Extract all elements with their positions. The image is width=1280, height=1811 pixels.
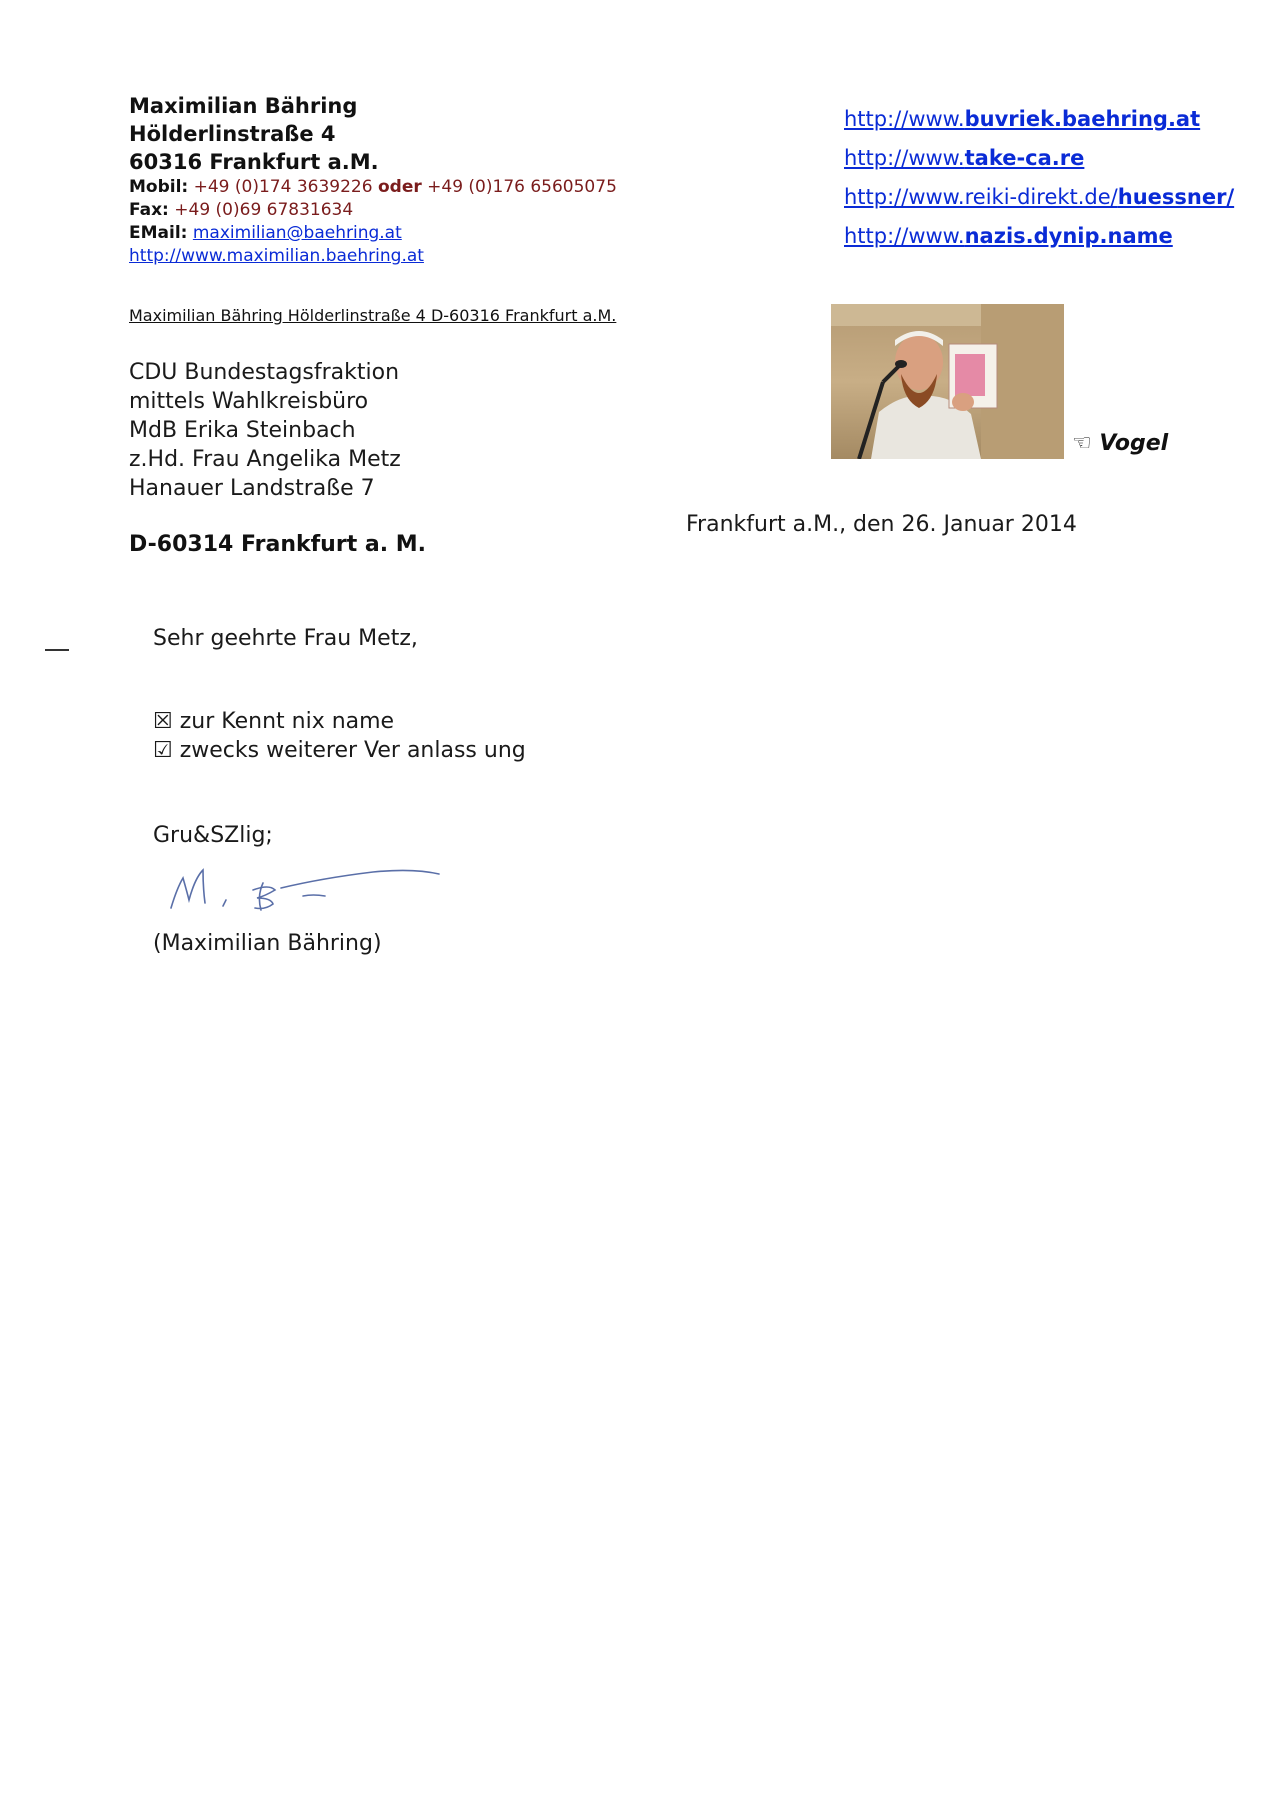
recipient-line: MdB Erika Steinbach [129, 418, 356, 443]
checked-box-icon: ☑ [153, 738, 173, 763]
checkbox-label: zur Kennt nix name [179, 709, 395, 734]
mobile-line [129, 176, 617, 199]
speaker-photo [831, 304, 1064, 459]
website-line [129, 245, 424, 268]
sender-city: 60316 Frankfurt a.M. [129, 150, 379, 174]
signer-name: (Maximilian Bähring) [153, 931, 382, 956]
link-nazis-dynip[interactable]: http://www.nazis.dynip.name [844, 224, 1173, 248]
checkbox-row [153, 707, 394, 736]
email-label: EMail: [129, 223, 188, 243]
link-list [844, 100, 1234, 256]
email-link[interactable]: maximilian@baehring.at [192, 223, 402, 243]
recipient-address [129, 358, 401, 503]
mobile-label: Mobil: [129, 177, 189, 197]
recipient-line: z.Hd. Frau Angelika Metz [129, 447, 401, 472]
photo-caption-text: Vogel [1099, 431, 1169, 456]
recipient-line: CDU Bundestagsfraktion [129, 360, 400, 385]
handwritten-signature [153, 848, 453, 918]
mobile-or: oder [377, 177, 422, 197]
recipient-line: mittels Wahlkreisbüro [129, 389, 369, 414]
checkbox-label: zwecks weiterer Ver anlass ung [179, 738, 526, 763]
checked-box-icon: ☒ [153, 709, 173, 734]
photo-caption [1072, 430, 1168, 458]
email-line [129, 222, 402, 245]
sender-street: Hölderlinstraße 4 [129, 122, 336, 146]
sender-name: Maximilian Bähring [129, 94, 358, 118]
letter-date: Frankfurt a.M., den 26. Januar 2014 [686, 512, 1077, 537]
closing: Gru&SZlig; [153, 823, 273, 848]
salutation: Sehr geehrte Frau Metz, [153, 626, 418, 651]
mobile-number-1: +49 (0)174 3639226 [193, 177, 373, 197]
recipient-line: Hanauer Landstraße 7 [129, 476, 375, 501]
recipient-zip-city: D-60314 Frankfurt a. M. [129, 532, 426, 557]
link-take-care[interactable]: http://www.take-ca.re [844, 146, 1085, 170]
pointing-hand-icon: ☜ [1072, 431, 1092, 456]
link-buvriek[interactable]: http://www.buvriek.baehring.at [844, 107, 1201, 131]
fax-label: Fax: [129, 200, 169, 220]
link-reiki-direkt[interactable]: http://www.reiki-direkt.de/huessner/ [844, 185, 1235, 209]
mobile-number-2: +49 (0)176 65605075 [427, 177, 617, 197]
website-link[interactable]: http://www.maximilian.baehring.at [129, 246, 424, 266]
fold-mark [45, 649, 69, 651]
return-address: Maximilian Bähring Hölderlinstraße 4 D-60316 Frankfurt a.M. [129, 306, 617, 325]
checkbox-row [153, 736, 526, 765]
fax-line [129, 199, 353, 222]
fax-number: +49 (0)69 67831634 [174, 200, 354, 220]
